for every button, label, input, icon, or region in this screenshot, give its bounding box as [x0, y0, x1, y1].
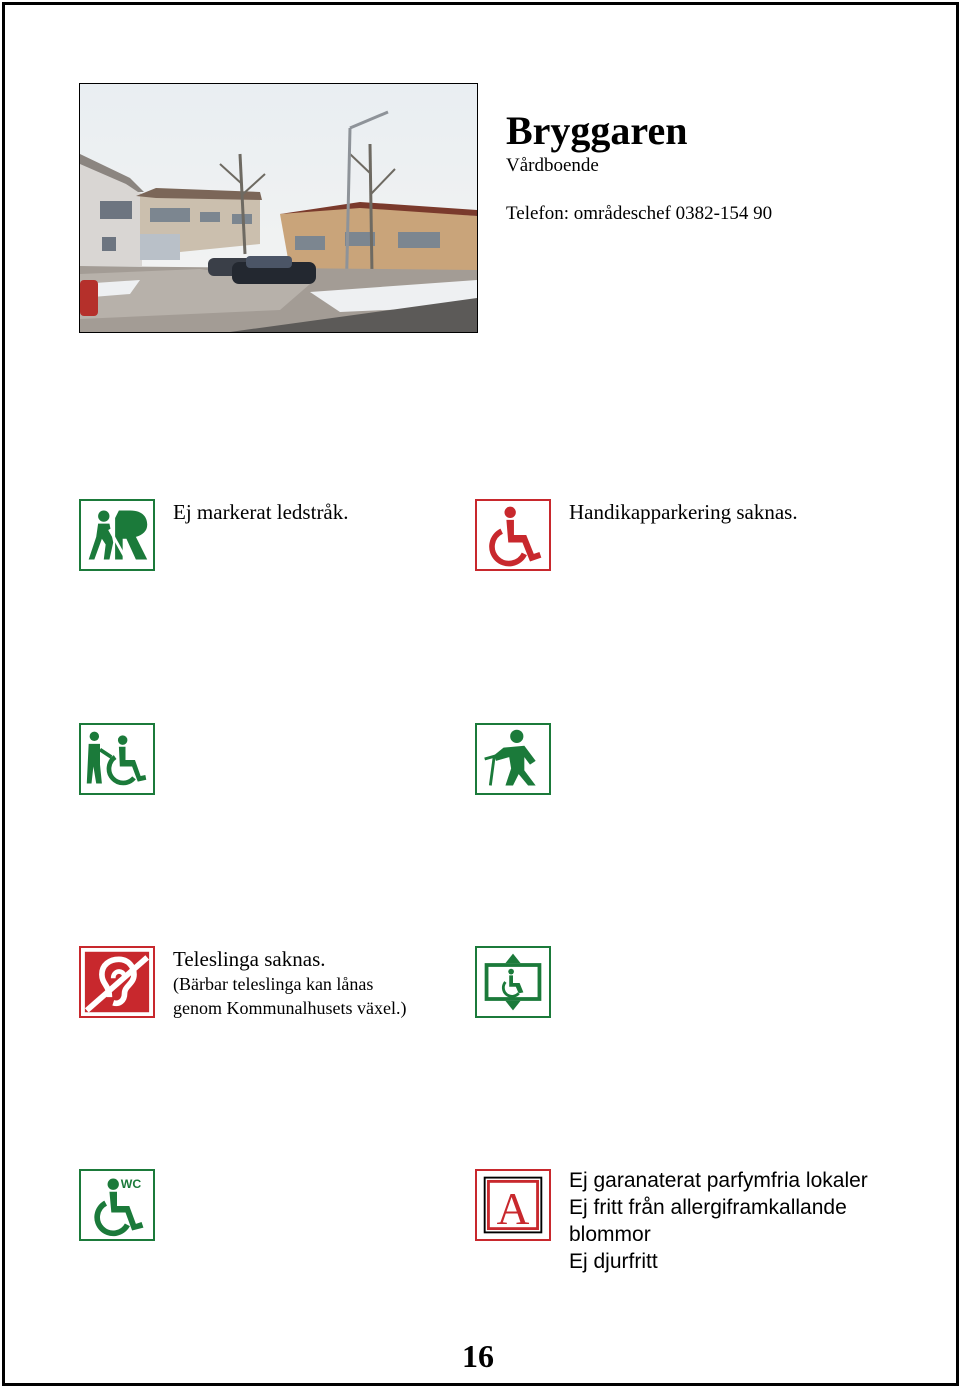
handicap-parking-icon [475, 499, 551, 571]
wheelchair-assist-icon [79, 723, 155, 795]
allergy-letter: A [496, 1183, 530, 1234]
hearing-loop-text: Teleslinga saknas. [173, 947, 326, 971]
allergy-line-3: blommor [569, 1223, 651, 1246]
page-title: Bryggaren [506, 108, 688, 153]
phone-info: Telefon: områdeschef 0382-154 90 [506, 203, 773, 224]
building-photo [79, 83, 478, 333]
guide-path-text: Ej markerat ledstråk. [173, 500, 349, 524]
allergy-line-2: Ej fritt från allergiframkallande [569, 1196, 847, 1219]
guide-path-icon [79, 499, 155, 571]
page-subtitle: Vårdboende [506, 155, 599, 176]
hearing-loop-icon [79, 946, 155, 1018]
hearing-loop-note-1: (Bärbar teleslinga kan lånas [173, 974, 374, 994]
allergy-info [569, 1167, 868, 1275]
allergy-line-4: Ej djurfritt [569, 1250, 658, 1273]
page-number: 16 [462, 1338, 494, 1374]
hearing-loop-note-2: genom Kommunalhusets växel.) [173, 998, 407, 1018]
walking-aid-icon [475, 723, 551, 795]
allergy-line-1: Ej garanaterat parfymfria lokaler [569, 1169, 868, 1192]
elevator-icon [475, 946, 551, 1018]
parking-text: Handikapparkering saknas. [569, 500, 798, 524]
wc-label: WC [120, 1177, 142, 1191]
accessible-wc-icon [79, 1169, 155, 1241]
allergy-icon [475, 1169, 551, 1241]
